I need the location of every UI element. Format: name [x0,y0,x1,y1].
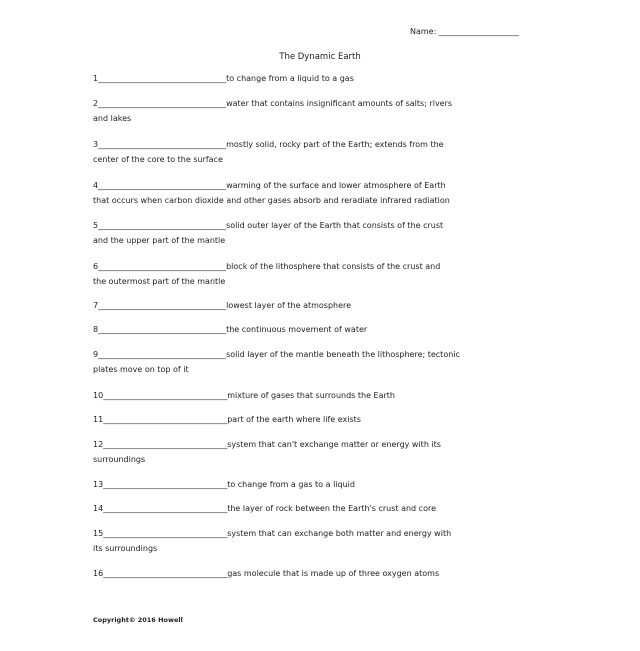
item-number: 16 [93,569,104,578]
vocab-item [93,347,538,378]
vocab-item-line [93,437,538,453]
definition-text: lowest layer of the atmosphere [226,301,352,310]
definition-text: gas molecule that is made up of three oxygen atoms [227,569,440,578]
vocab-item [93,137,538,168]
definition-continuation: that occurs when carbon dioxide and other gases absorb and reradiate infrared radiation [93,196,450,205]
vocab-item [93,259,538,290]
name-blank: ____________________ [438,27,519,36]
vocab-item [93,218,538,249]
item-number: 14 [93,504,104,513]
vocab-item-line [93,347,538,363]
vocab-item [93,526,538,557]
vocab-item-line [93,412,538,428]
vocab-item [93,71,538,87]
answer-blank: ________________________________ [98,325,227,334]
answer-blank: _______________________________ [103,569,228,578]
item-number: 15 [93,529,104,538]
vocab-item [93,437,538,468]
definition-continuation: surroundings [93,455,146,464]
item-number: 3 [93,140,99,149]
answer-blank: _______________________________ [103,529,228,538]
answer-blank: _______________________________ [103,391,228,400]
definition-continuation: plates move on top of it [93,365,189,374]
vocab-item [93,178,538,209]
item-number: 13 [93,480,104,489]
vocab-item-line [93,477,538,493]
vocab-item-line [93,526,538,542]
answer-blank: ________________________________ [98,350,227,359]
item-number: 11 [93,415,104,424]
definition-continuation: and lakes [93,114,132,123]
vocab-item-line [93,259,538,275]
vocab-item-line [93,137,538,153]
item-number: 7 [93,301,99,310]
item-number: 8 [93,325,99,334]
answer-blank: ________________________________ [98,221,227,230]
definition-text: system that can exchange both matter and energy with [227,529,452,538]
vocab-item [93,96,538,127]
definition-text: the layer of rock between the Earth's crust and core [227,504,437,513]
item-number: 9 [93,350,99,359]
definition-text: solid outer layer of the Earth that consists of the crust [226,221,444,230]
vocab-item-line [93,71,538,87]
definition-continuation: and the upper part of the mantle [93,236,226,245]
vocab-item [93,501,538,517]
definition-text: water that contains insignificant amounts of salts; rivers [226,99,453,108]
item-number: 6 [93,262,99,271]
worksheet-title: The Dynamic Earth [279,52,361,62]
item-number: 2 [93,99,99,108]
vocab-item [93,566,538,582]
definition-text: solid layer of the mantle beneath the lithosphere; tectonic [226,350,460,359]
vocab-item-line [93,501,538,517]
answer-blank: _______________________________ [103,504,228,513]
vocab-item [93,477,538,493]
vocab-item-line [93,218,538,234]
item-number: 5 [93,221,99,230]
definition-text: to change from a liquid to a gas [226,74,354,83]
vocab-item [93,298,538,314]
answer-blank: ________________________________ [98,74,227,83]
answer-blank: _______________________________ [103,440,228,449]
item-number: 1 [93,74,99,83]
definition-continuation: the outermost part of the mantle [93,277,226,286]
vocab-item-line [93,96,538,112]
vocab-item-line [93,322,538,338]
definition-text: block of the lithosphere that consists of the crust and [226,262,441,271]
item-number: 4 [93,181,99,190]
vocab-item [93,412,538,428]
item-number: 10 [93,391,104,400]
answer-blank: ________________________________ [98,181,227,190]
name-label: Name: [410,27,437,36]
definition-continuation: its surroundings [93,544,158,553]
answer-blank: ________________________________ [98,262,227,271]
definition-text: to change from a gas to a liquid [227,480,355,489]
definition-text: warming of the surface and lower atmosphere of Earth [226,181,446,190]
vocab-item-line [93,298,538,314]
definition-text: mostly solid, rocky part of the Earth; extends from the [226,140,444,149]
definition-text: the continuous movement of water [226,325,368,334]
answer-blank: _______________________________ [103,480,228,489]
vocab-item [93,322,538,338]
definition-text: system that can't exchange matter or energy with its [227,440,441,449]
definition-text: part of the earth where life exists [227,415,361,424]
copyright-notice: Copyright© 2016 Howell [93,616,183,624]
vocab-item [93,388,538,404]
definition-text: mixture of gases that surrounds the Earth [227,391,395,400]
item-number: 12 [93,440,104,449]
definition-continuation: center of the core to the surface [93,155,223,164]
answer-blank: ________________________________ [98,99,227,108]
vocab-item-line [93,566,538,582]
answer-blank: ________________________________ [98,140,227,149]
name-field [410,26,519,38]
vocab-item-line [93,178,538,194]
answer-blank: _______________________________ [103,415,228,424]
vocab-item-line [93,388,538,404]
answer-blank: ________________________________ [98,301,227,310]
